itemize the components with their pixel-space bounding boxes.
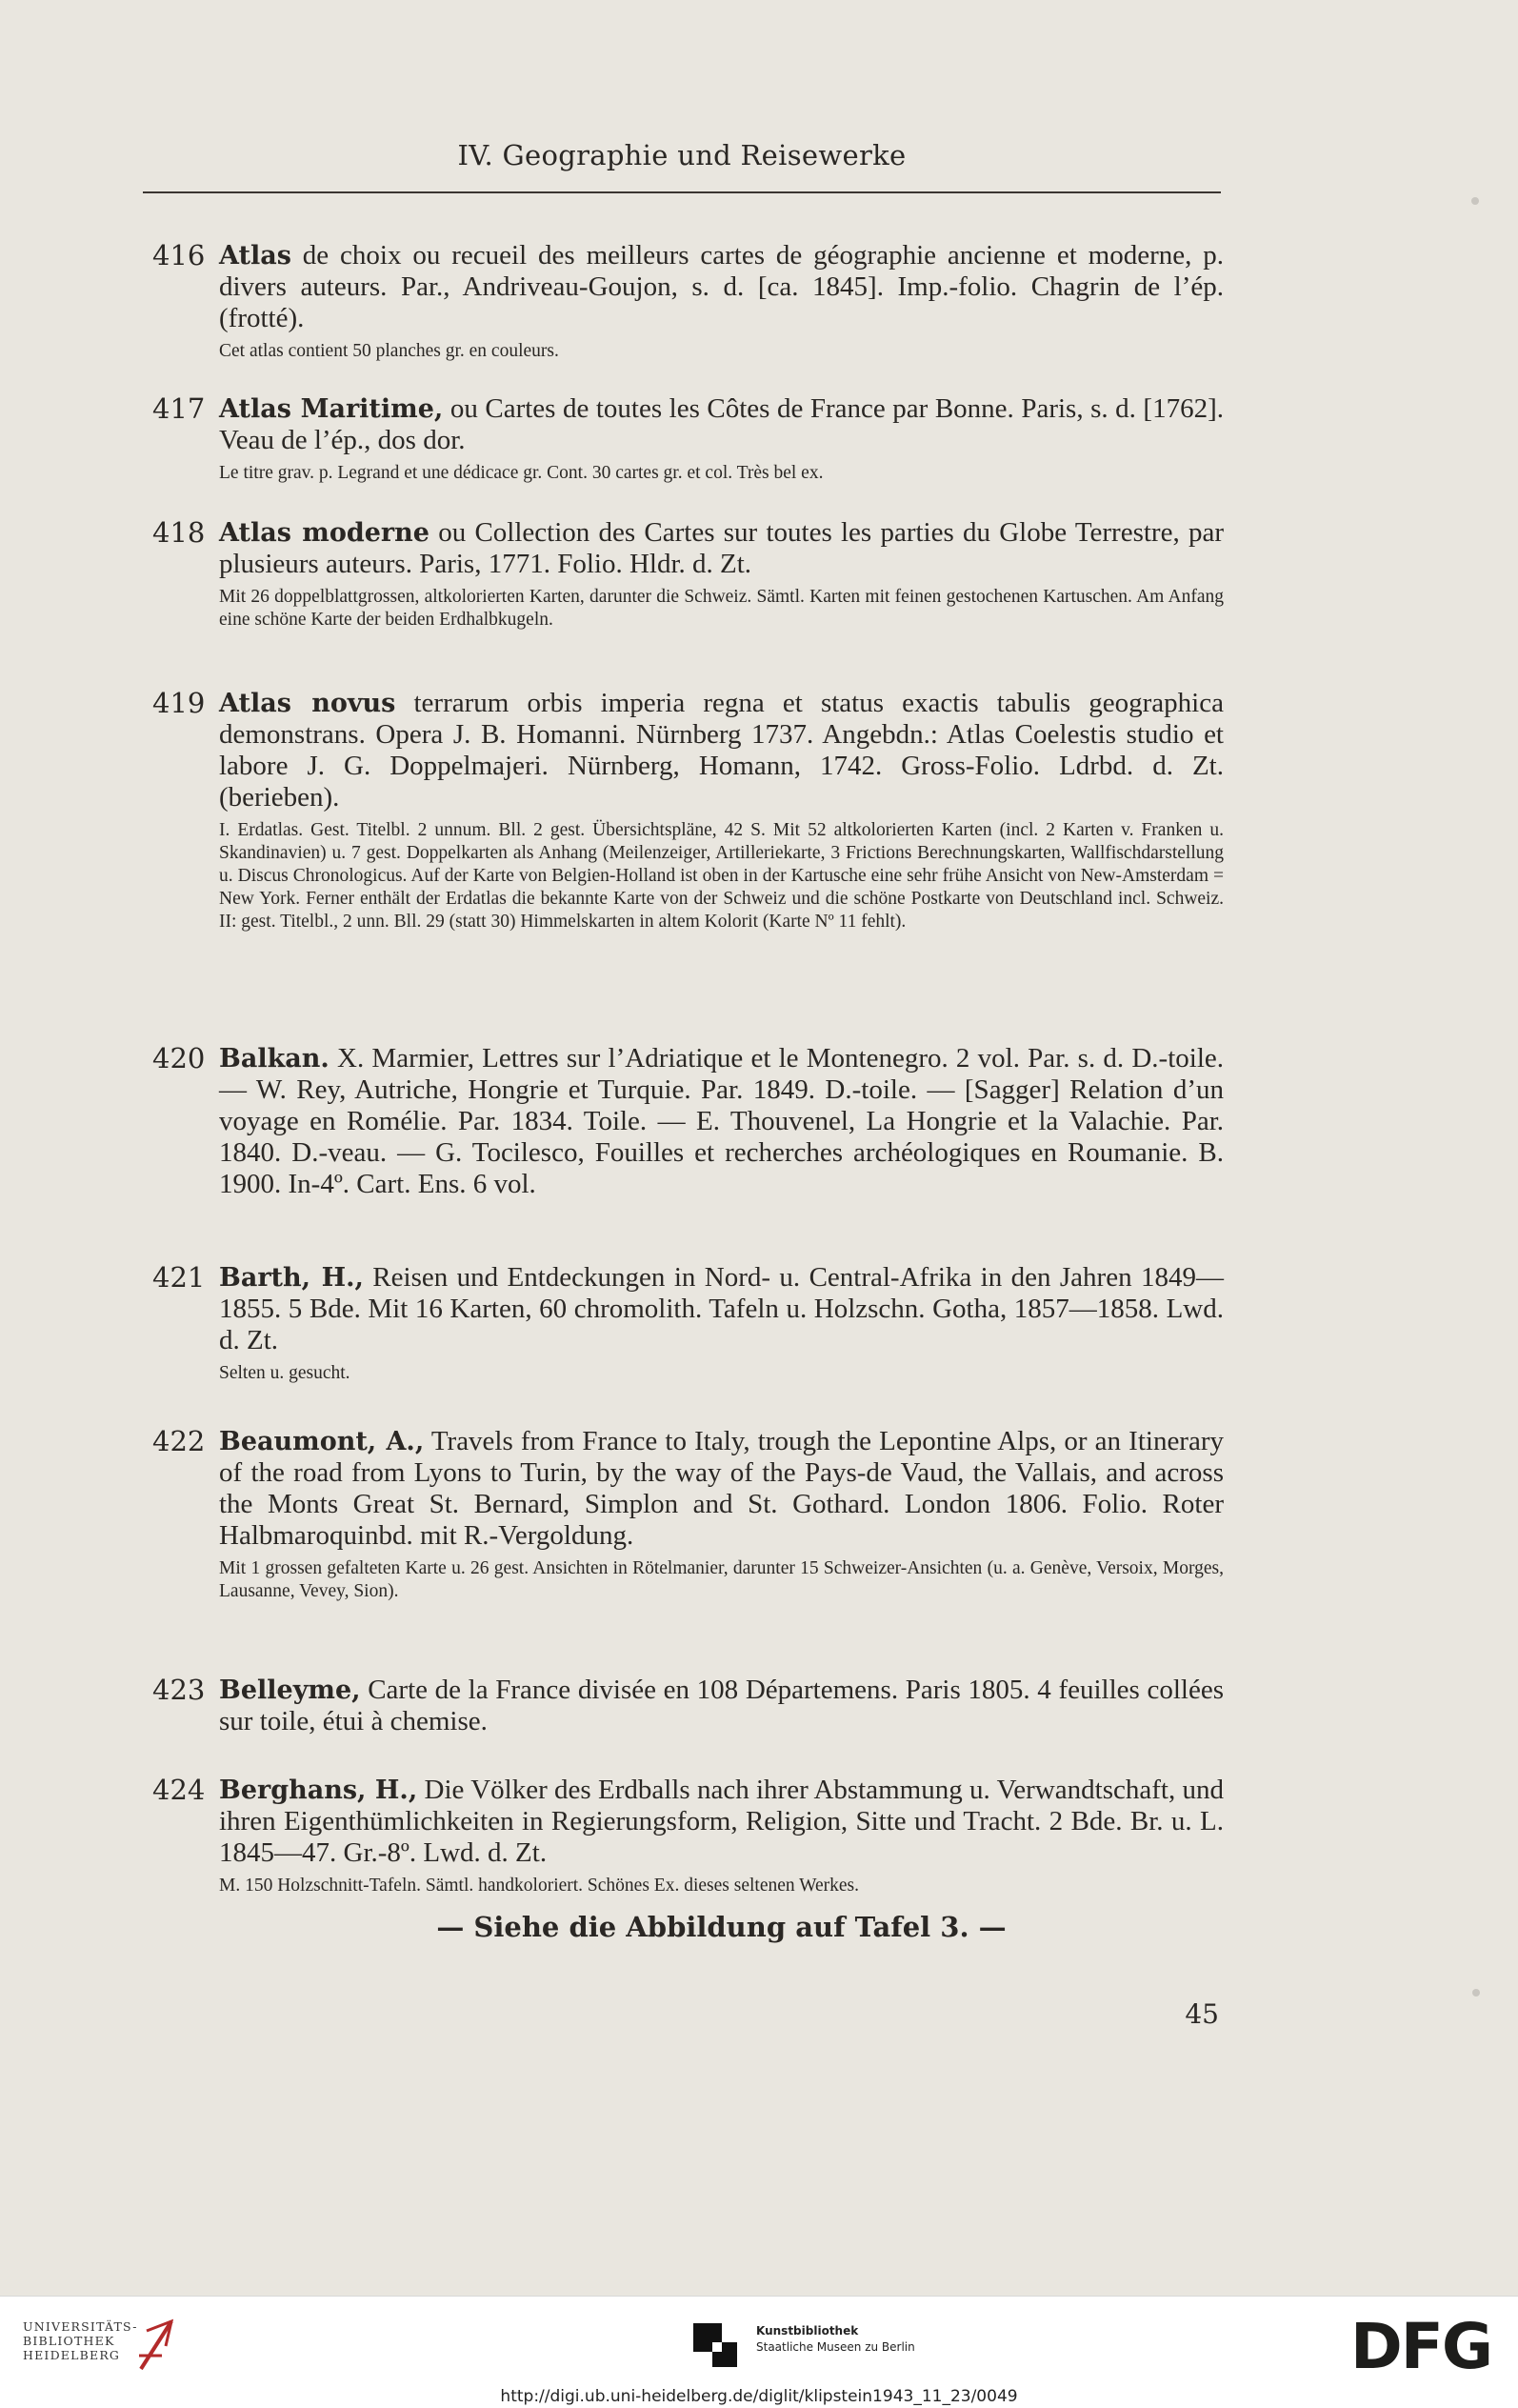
entry-note: Le titre grav. p. Legrand et une dédicace gr. Cont. 30 cartes gr. et col. Très bel ex. (219, 463, 824, 483)
entry-note: Selten u. gesucht. (219, 1363, 350, 1383)
entry-description (219, 1262, 1224, 1356)
entry-number: 422 (152, 1425, 206, 1457)
entry-number: 418 (152, 516, 206, 549)
entry-number: 424 (152, 1774, 206, 1806)
catalog-entry-417 (152, 393, 1224, 485)
entry-note: M. 150 Holzschnitt-Tafeln. Sämtl. handkoloriert. Schönes Ex. dieses seltenen Werkes. (219, 1876, 860, 1896)
entry-number: 419 (152, 687, 206, 719)
page-url[interactable]: http://digi.ub.uni-heidelberg.de/diglit/klipstein1943_11_23/0049 (0, 2387, 1518, 2408)
library-footer (0, 2296, 1518, 2388)
entry-note: Mit 1 grossen gefalteten Karte u. 26 gest. Ansichten in Rötelmanier, darunter 15 Schweizer-Ansichten (u. a. Genève, Versoix, Morges, Lausanne, Vevey, Sion). (219, 1558, 1224, 1601)
catalog-entry-416 (152, 240, 1224, 363)
entry-title: Barth, H., (219, 1263, 364, 1293)
entry-description (219, 393, 1224, 456)
entry-text: de choix ou recueil des meilleurs cartes de géographie ancienne et moderne, p. divers auteurs. Par., Andriveau-Goujon, s. d. [ca. 1845]. Imp.-folio. Chagrin de l’ép. (frotté). (219, 240, 1224, 333)
entry-text: terrarum orbis imperia regna et status exactis tabulis geographica demonstrans. Opera J. B. Homanni. Nürnberg 1737. Angebdn.: Atlas Coelestis studio et labore J. G. Doppelmajeri. Nürnberg, Homann, 1742. Gross-Folio. Ldrbd. d. Zt. (berieben). (219, 688, 1224, 813)
catalog-entry-422 (152, 1426, 1224, 1603)
entry-title: Berghans, H., (219, 1776, 418, 1805)
dfg-logo[interactable]: DFG (1350, 2310, 1492, 2383)
entry-text: ou Cartes de toutes les Côtes de France par Bonne. Paris, s. d. [1762]. Veau de l’ép., dos dor. (219, 393, 1224, 455)
entry-text: Carte de la France divisée en 108 Départemens. Paris 1805. 4 feuilles collées sur toile, étui à chemise. (219, 1675, 1224, 1736)
uni-line: UNIVERSITÄTS- (23, 2319, 138, 2334)
page-number: 45 (1185, 1998, 1219, 2030)
entry-note: Mit 26 doppelblattgrossen, altkolorierten Karten, darunter die Schweiz. Sämtl. Karten mit feinen gestochenen Kartuschen. Am Anfang eine schöne Karte der beiden Erdhalbkugeln. (219, 587, 1224, 630)
entry-text: Travels from France to Italy, trough the Lepontine Alps, or an Itinerary of the road from Lyons to Turin, by the way of the Pays-de Vaud, the Vallais, and across the Monts Great St. Bernard, Simplon and St. Gothard. London 1806. Folio. Roter Halbmaroquinbd. mit R.-Vergoldung. (219, 1426, 1224, 1551)
catalog-entry-420 (152, 1043, 1224, 1200)
entry-description (219, 1426, 1224, 1552)
university-library-name (23, 2319, 138, 2362)
entry-note: Cet atlas contient 50 planches gr. en couleurs. (219, 341, 559, 361)
entry-description (219, 240, 1224, 334)
catalog-entry-418 (152, 517, 1224, 632)
entry-text: Reisen und Entdeckungen in Nord- u. Central-Afrika in den Jahren 1849—1855. 5 Bde. Mit 16 Karten, 60 chromolith. Tafeln u. Holzschn. Gotha, 1857—1858. Lwd. d. Zt. (219, 1262, 1224, 1355)
uni-line: BIBLIOTHEK (23, 2334, 115, 2348)
entry-title: Beaumont, A., (219, 1427, 425, 1456)
entry-note: I. Erdatlas. Gest. Titelbl. 2 unnum. Bll. 2 gest. Übersichtspläne, 42 S. Mit 52 altkolorierten Karten (incl. 2 Karten v. Franken u. Skandinavien) u. 7 gest. Doppelkarten als Anhang (Meilenzeiger, Artilleriekarte, 3 Frictions Berechnungskarten, Wallfischdarstellung u. Discus Chronologicus. Auf der Karte von Belgien-Holland ist oben in der Kartusche eine sehr frühe Ansicht von New-Amsterdam = New York. Ferner enthält der Erdatlas die bekannte Karte von der Schweiz und die schöne Postkarte von Deutschland incl. Schweiz. II: gest. Titelbl., 2 unn. Bll. 29 (statt 30) Himmelskarten in altem Kolorit (Karte Nº 11 fehlt). (219, 820, 1224, 932)
entry-text: X. Marmier, Lettres sur l’Adriatique et le Montenegro. 2 vol. Par. s. d. D.-toile. — W. Rey, Autriche, Hongrie et Turquie. Par. 1849. D.-toile. — [Sagger] Relation d’un voyage en Romélie. Par. 1834. Toile. — E. Thouvenel, La Hongrie et la Valachie. Par. 1840. D.-veau. — G. Tocilesco, Fouilles et recherches archéologiques en Roumanie. B. 1900. In-4º. Cart. Ens. 6 vol. (219, 1043, 1224, 1199)
entry-description (219, 1675, 1224, 1737)
kunstbibliothek-text (756, 2323, 915, 2356)
catalog-entry-424 (152, 1775, 1224, 1897)
uni-line: HEIDELBERG (23, 2348, 121, 2362)
catalog-entry-423 (152, 1675, 1224, 1737)
plate-reference: — Siehe die Abbildung auf Tafel 3. — (436, 1911, 1007, 1943)
entry-description (219, 1043, 1224, 1200)
kb-subtitle: Staatliche Museen zu Berlin (756, 2340, 915, 2354)
catalog-entry-419 (152, 688, 1224, 933)
entry-number: 416 (152, 239, 206, 271)
entry-description (219, 688, 1224, 813)
entry-text: ou Collection des Cartes sur toutes les parties du Globe Terrestre, par plusieurs auteurs. Paris, 1771. Folio. Hldr. d. Zt. (219, 517, 1224, 579)
entry-number: 417 (152, 392, 206, 425)
entry-number: 423 (152, 1674, 206, 1706)
entry-title: Atlas (219, 241, 291, 271)
entry-number: 420 (152, 1042, 206, 1074)
paper-speck (1472, 1989, 1480, 1997)
paper-speck (1471, 197, 1479, 205)
entry-title: Balkan. (219, 1044, 330, 1074)
entry-title: Belleyme, (219, 1676, 361, 1705)
university-library-logo[interactable] (133, 2318, 179, 2371)
entry-text: Die Völker des Erdballs nach ihrer Abstammung u. Verwandtschaft, und ihren Eigenthümlichkeiten in Regierungsform, Religion, Sitte und Tracht. 2 Bde. Br. u. L. 1845—47. Gr.-8º. Lwd. d. Zt. (219, 1775, 1224, 1868)
entry-description (219, 517, 1224, 580)
page-header: IV. Geographie und Reisewerke (457, 139, 907, 171)
kunstbibliothek-logo[interactable] (693, 2323, 743, 2367)
kb-title: Kunstbibliothek (756, 2324, 859, 2338)
entry-description (219, 1775, 1224, 1869)
catalog-entry-421 (152, 1262, 1224, 1385)
entry-title: Atlas novus (219, 689, 396, 718)
entry-number: 421 (152, 1261, 206, 1294)
header-rule (143, 191, 1221, 193)
entry-title: Atlas moderne (219, 518, 429, 548)
entry-title: Atlas Maritime, (219, 394, 444, 424)
